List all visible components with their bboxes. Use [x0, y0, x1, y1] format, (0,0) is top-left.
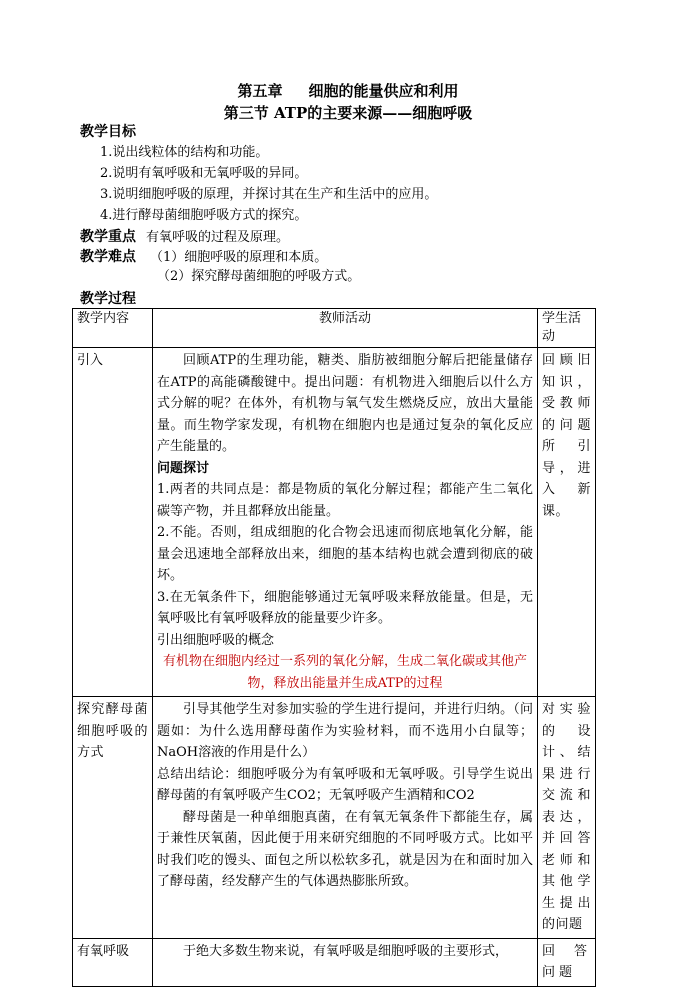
intro-paragraph: 回顾ATP的生理功能，糖类、脂肪被细胞分解后把能量储存在ATP的高能磷酸键中。提出问题：有机物进入细胞后以什么方式分解的呢？在体外，有机物与氧气发生燃烧反应，放出大量能量。而生物学家发现，有机物在细胞内也是通过复杂的氧化反应产生能量的。 — [157, 353, 533, 454]
row-content-aerobic: 有氧呼吸 — [73, 938, 153, 986]
difficulty — [80, 248, 327, 267]
discussion-answer: 3.在无氧条件下，细胞能够通过无氧呼吸来释放能量。但是，无氧呼吸比有氧呼吸释放的能量要少许多。 — [157, 589, 533, 626]
discussion-heading: 问题探讨 — [157, 460, 210, 476]
row-content-yeast: 探究酵母菌细胞呼吸的方式 — [73, 697, 153, 939]
teacher-activity-intro — [153, 348, 538, 697]
student-activity-intro: 回顾旧知识，受教师的问题所引导，进入新课。 — [538, 348, 596, 697]
row-content-intro: 引入 — [73, 348, 153, 697]
teacher-activity-aerobic — [153, 938, 538, 986]
concept-lead: 引出细胞呼吸的概念 — [157, 632, 275, 648]
chapter-name: 细胞的能量供应和利用 — [308, 82, 459, 100]
difficulty-item: （1）细胞呼吸的原理和本质。 — [150, 250, 328, 265]
discussion-answer: 2.不能。否则，组成细胞的化合物会迅速而彻底地氧化分解，能量会迅速地全部释放出来，细胞的基本结构也就会遭到彻底的破坏。 — [157, 525, 533, 583]
objective-item: 4.进行酵母菌细胞呼吸方式的探究。 — [100, 208, 308, 223]
yeast-paragraph: 引导其他学生对参加实验的学生进行提问，并进行归纳。（问题如：为什么选用酵母菌作为实验材料，而不选用小白鼠等；NaOH溶液的作用是什么） — [157, 702, 533, 760]
key-point-label: 教学重点 — [80, 229, 136, 245]
yeast-paragraph: 酵母菌是一种单细胞真菌，在有氧无氧条件下都能生存，属于兼性厌氧菌，因此便于用来研究细胞的不同呼吸方式。比如平时我们吃的馒头、面包之所以松软多孔，就是因为在和面时加入了酵母菌，经发酵产生的气体遇热膨胀所致。 — [157, 809, 533, 889]
table-header-row — [73, 309, 596, 348]
objective-item: 3.说明细胞呼吸的原理，并探讨其在生产和生活中的应用。 — [100, 187, 438, 202]
objective-item: 2.说明有氧呼吸和无氧呼吸的异同。 — [100, 166, 308, 181]
process-label: 教学过程 — [80, 291, 136, 307]
student-activity-aerobic: 回答问题 — [538, 938, 596, 986]
teacher-activity-yeast — [153, 697, 538, 939]
discussion-answer: 1.两者的共同点是：都是物质的氧化分解过程；都能产生二氧化碳等产物，并且都释放出能量。 — [157, 482, 533, 519]
aerobic-paragraph: 于绝大多数生物来说，有氧呼吸是细胞呼吸的主要形式， — [183, 943, 509, 959]
table-row — [73, 697, 596, 939]
objective-item: 1.说出线粒体的结构和功能。 — [100, 145, 269, 160]
table-row — [73, 938, 596, 986]
difficulty-item: （2）探究酵母菌细胞的呼吸方式。 — [157, 269, 361, 284]
objectives-label: 教学目标 — [80, 124, 136, 140]
header-student: 学生活动 — [538, 309, 596, 348]
table-row — [73, 348, 596, 697]
chapter-title — [0, 80, 696, 101]
section-title: 第三节 ATP的主要来源——细胞呼吸 — [223, 104, 473, 122]
difficulty-label: 教学难点 — [80, 249, 136, 265]
header-teacher: 教师活动 — [153, 309, 538, 348]
teaching-process-table — [72, 308, 596, 987]
student-activity-yeast: 对实验的设计、结果进行交流和表达，并回答老师和其他学生提出的问题 — [538, 697, 596, 939]
chapter-number: 第五章 — [237, 82, 283, 100]
respiration-concept: 有机物在细胞内经过一系列的氧化分解，生成二氧化碳或其他产物，释放出能量并生成ATP的过程 — [162, 654, 527, 691]
header-content: 教学内容 — [73, 309, 153, 348]
key-point-text: 有氧呼吸的过程及原理。 — [146, 230, 290, 245]
key-point — [80, 228, 289, 247]
yeast-paragraph: 总结出结论：细胞呼吸分为有氧呼吸和无氧呼吸。引导学生说出酵母菌的有氧呼吸产生CO2；无氧呼吸产生酒精和CO2 — [157, 766, 533, 803]
